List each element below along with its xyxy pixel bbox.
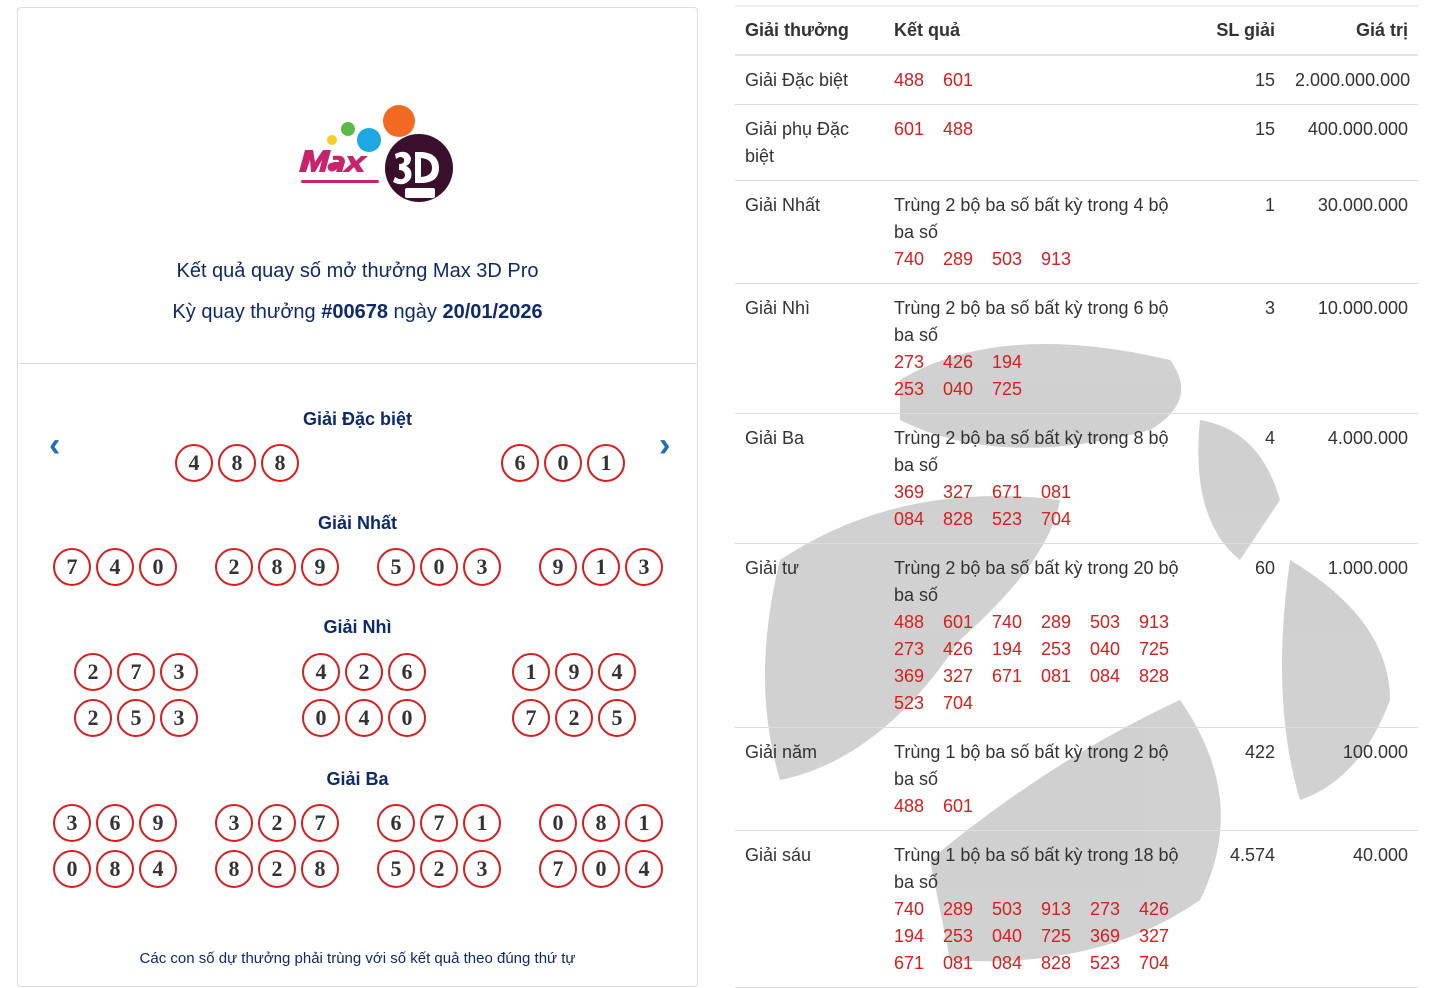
number-ball: 7 (512, 699, 550, 737)
col-prize: Giải thưởng (735, 6, 884, 55)
number-ball: 8 (301, 850, 339, 888)
result-number: 369 (1090, 926, 1121, 946)
result-number: 913 (1041, 899, 1072, 919)
table-row (735, 55, 1418, 105)
number-ball: 3 (160, 653, 198, 691)
prize-count: 15 (1195, 55, 1285, 105)
draw-number: #00678 (321, 301, 388, 323)
result-number: 523 (992, 509, 1023, 529)
result-number: 273 (1090, 899, 1121, 919)
prize-count: 60 (1195, 544, 1285, 728)
number-ball: 2 (555, 699, 593, 737)
number-ball: 8 (582, 804, 620, 842)
result-number: 704 (1139, 953, 1170, 973)
prize-count: 3 (1195, 284, 1285, 414)
number-ball: 3 (160, 699, 198, 737)
number-ball: 8 (218, 444, 256, 482)
number-ball: 2 (74, 699, 112, 737)
prize-value: 30.000.000 (1285, 181, 1418, 284)
number-ball: 9 (301, 548, 339, 586)
number-ball: 6 (388, 653, 426, 691)
number-ball: 7 (420, 804, 458, 842)
result-number: 194 (992, 639, 1023, 659)
result-cell (884, 544, 1195, 728)
result-number: 828 (1139, 666, 1170, 686)
prize-count: 4 (1195, 414, 1285, 544)
prize-name: Giải Đặc biệt (735, 55, 884, 105)
result-number: 740 (894, 249, 925, 269)
number-ball: 7 (539, 850, 577, 888)
result-number-line (894, 950, 1193, 977)
result-number: 084 (1090, 666, 1121, 686)
result-number: 273 (894, 639, 925, 659)
result-number: 828 (1041, 953, 1072, 973)
number-ball: 8 (96, 850, 134, 888)
prize-section-title: Giải Đặc biệt (302, 409, 413, 429)
number-ball: 2 (420, 850, 458, 888)
number-ball: 3 (463, 850, 501, 888)
number-ball: 4 (625, 850, 663, 888)
result-number: 426 (943, 639, 974, 659)
result-number-line (894, 609, 1193, 636)
number-ball: 3 (463, 548, 501, 586)
number-ball: 6 (96, 804, 134, 842)
number-ball: 5 (117, 699, 155, 737)
prize-value: 2.000.000.000 (1285, 55, 1418, 105)
result-number: 289 (943, 899, 974, 919)
result-number: 253 (1041, 639, 1072, 659)
number-ball: 5 (598, 699, 636, 737)
result-number: 253 (943, 926, 974, 946)
number-ball: 8 (258, 548, 296, 586)
prize-name: Giải phụ Đặc biệt (735, 105, 884, 181)
result-number: 704 (1041, 509, 1072, 529)
result-number-line (894, 923, 1193, 950)
prize-description: Trùng 1 bộ ba số bất kỳ trong 2 bộ ba số (894, 742, 1169, 789)
number-ball: 3 (215, 804, 253, 842)
number-ball: 1 (512, 653, 550, 691)
table-row (735, 181, 1418, 284)
result-number: 828 (943, 509, 974, 529)
prize-name: Giải năm (735, 728, 884, 831)
number-ball: 0 (544, 444, 582, 482)
table-row (735, 544, 1418, 728)
result-number: 601 (894, 119, 925, 139)
result-number: 704 (943, 693, 974, 713)
rules-note: Các con số dự thưởng phải trùng với số kết quả theo đúng thứ tự (139, 950, 576, 967)
number-ball: 2 (258, 804, 296, 842)
prize-description: Trùng 2 bộ ba số bất kỳ trong 8 bộ ba số (894, 428, 1169, 475)
prize-name: Giải Nhì (735, 284, 884, 414)
number-ball: 5 (377, 548, 415, 586)
result-number: 523 (1090, 953, 1121, 973)
number-ball: 8 (261, 444, 299, 482)
result-number: 426 (943, 352, 974, 372)
result-number: 503 (992, 249, 1023, 269)
result-number: 503 (1090, 612, 1121, 632)
result-number: 913 (1041, 249, 1072, 269)
number-ball: 0 (582, 850, 620, 888)
result-number: 081 (1041, 666, 1072, 686)
page-title: Kết quả quay số mở thưởng Max 3D Pro (176, 260, 539, 282)
number-ball: 4 (139, 850, 177, 888)
prize-value: 1.000.000 (1285, 544, 1418, 728)
result-number-line (894, 793, 1193, 820)
result-cell (884, 55, 1195, 105)
prize-count: 1 (1195, 181, 1285, 284)
number-ball: 2 (258, 850, 296, 888)
max3d-pro-logo (283, 96, 463, 208)
prize-name: Giải sáu (735, 831, 884, 988)
prize-section-title: Giải Ba (326, 769, 389, 789)
result-number: 040 (943, 379, 974, 399)
results-header (18, 8, 697, 364)
result-number: 725 (1041, 926, 1072, 946)
number-ball: 0 (420, 548, 458, 586)
result-number-line (894, 690, 1193, 717)
number-ball: 4 (302, 653, 340, 691)
number-ball: 4 (345, 699, 383, 737)
result-number: 369 (894, 482, 925, 502)
number-ball: 4 (96, 548, 134, 586)
result-number-line (894, 349, 1193, 376)
result-number: 503 (992, 899, 1023, 919)
result-number-line (894, 506, 1193, 533)
number-ball: 3 (625, 548, 663, 586)
result-number: 488 (943, 119, 974, 139)
number-ball: 6 (377, 804, 415, 842)
result-number-line (894, 116, 1193, 143)
result-number: 289 (1041, 612, 1072, 632)
col-value: Giá trị (1285, 6, 1418, 55)
prize-count: 4.574 (1195, 831, 1285, 988)
result-number: 327 (943, 666, 974, 686)
result-cell (884, 414, 1195, 544)
number-ball: 0 (388, 699, 426, 737)
number-ball: 4 (598, 653, 636, 691)
result-number: 369 (894, 666, 925, 686)
result-number: 725 (992, 379, 1023, 399)
prize-description: Trùng 2 bộ ba số bất kỳ trong 4 bộ ba số (894, 195, 1169, 242)
number-ball: 2 (345, 653, 383, 691)
prize-name: Giải tư (735, 544, 884, 728)
number-ball: 7 (53, 548, 91, 586)
result-number: 289 (943, 249, 974, 269)
table-row (735, 105, 1418, 181)
prize-description: Trùng 1 bộ ba số bất kỳ trong 18 bộ ba số (894, 845, 1179, 892)
number-ball: 1 (587, 444, 625, 482)
result-number: 488 (894, 612, 925, 632)
table-row (735, 831, 1418, 988)
result-number-line (894, 376, 1193, 403)
result-number: 725 (1139, 639, 1170, 659)
number-ball: 9 (555, 653, 593, 691)
result-number: 081 (943, 953, 974, 973)
date-prefix: ngày (387, 301, 443, 323)
result-cell (884, 284, 1195, 414)
result-number-line (894, 636, 1193, 663)
number-ball: 0 (539, 804, 577, 842)
number-ball: 7 (301, 804, 339, 842)
result-number: 327 (1139, 926, 1170, 946)
number-ball: 1 (625, 804, 663, 842)
result-number: 671 (894, 953, 925, 973)
table-row (735, 414, 1418, 544)
result-number: 913 (1139, 612, 1170, 632)
result-number: 601 (943, 796, 974, 816)
prize-description: Trùng 2 bộ ba số bất kỳ trong 6 bộ ba số (894, 298, 1169, 345)
result-number-line (894, 663, 1193, 690)
prize-value: 4.000.000 (1285, 414, 1418, 544)
result-number: 601 (943, 70, 974, 90)
prize-value: 100.000 (1285, 728, 1418, 831)
number-ball: 6 (501, 444, 539, 482)
prize-section-title: Giải Nhì (323, 617, 392, 637)
result-number: 084 (894, 509, 925, 529)
result-number-line (894, 246, 1193, 273)
result-number: 740 (894, 899, 925, 919)
number-ball: 2 (74, 653, 112, 691)
number-ball: 0 (139, 548, 177, 586)
prize-section-title: Giải Nhất (317, 513, 397, 533)
result-cell (884, 181, 1195, 284)
result-number: 194 (894, 926, 925, 946)
result-number: 671 (992, 482, 1023, 502)
result-number: 084 (992, 953, 1023, 973)
result-number: 488 (894, 796, 925, 816)
result-number: 194 (992, 352, 1023, 372)
result-number-line (894, 479, 1193, 506)
number-ball: 0 (302, 699, 340, 737)
number-ball: 7 (117, 653, 155, 691)
prize-value: 10.000.000 (1285, 284, 1418, 414)
result-number: 081 (1041, 482, 1072, 502)
prize-name: Giải Nhất (735, 181, 884, 284)
next-draw-chevron-right-icon[interactable]: › (659, 426, 671, 464)
result-number: 040 (992, 926, 1023, 946)
draw-prefix: Kỳ quay thưởng (172, 301, 322, 323)
col-count: SL giải (1195, 6, 1285, 55)
draw-info (18, 301, 697, 324)
draw-date: 20/01/2026 (442, 301, 543, 323)
prev-draw-chevron-left-icon[interactable]: ‹ (49, 426, 61, 464)
col-result: Kết quả (884, 6, 1195, 55)
number-ball: 1 (582, 548, 620, 586)
number-ball: 3 (53, 804, 91, 842)
prize-table (735, 5, 1418, 988)
table-header-row (735, 6, 1418, 55)
prize-value: 40.000 (1285, 831, 1418, 988)
result-number: 740 (992, 612, 1023, 632)
result-cell (884, 728, 1195, 831)
result-number-line (894, 896, 1193, 923)
result-number: 426 (1139, 899, 1170, 919)
result-cell (884, 831, 1195, 988)
result-number: 253 (894, 379, 925, 399)
result-number: 273 (894, 352, 925, 372)
prize-count: 15 (1195, 105, 1285, 181)
prize-description: Trùng 2 bộ ba số bất kỳ trong 20 bộ ba số (894, 558, 1179, 605)
prize-value: 400.000.000 (1285, 105, 1418, 181)
number-ball: 8 (215, 850, 253, 888)
table-row (735, 728, 1418, 831)
table-row (735, 284, 1418, 414)
result-number-line (894, 67, 1193, 94)
result-number: 488 (894, 70, 925, 90)
result-cell (884, 105, 1195, 181)
number-ball: 0 (53, 850, 91, 888)
result-number: 601 (943, 612, 974, 632)
number-ball: 5 (377, 850, 415, 888)
prize-count: 422 (1195, 728, 1285, 831)
prize-name: Giải Ba (735, 414, 884, 544)
results-panel (17, 7, 698, 987)
number-ball: 4 (175, 444, 213, 482)
number-ball: 9 (539, 548, 577, 586)
result-number: 040 (1090, 639, 1121, 659)
number-ball: 9 (139, 804, 177, 842)
result-number: 671 (992, 666, 1023, 686)
number-ball: 2 (215, 548, 253, 586)
result-number: 523 (894, 693, 925, 713)
number-ball: 1 (463, 804, 501, 842)
result-number: 327 (943, 482, 974, 502)
